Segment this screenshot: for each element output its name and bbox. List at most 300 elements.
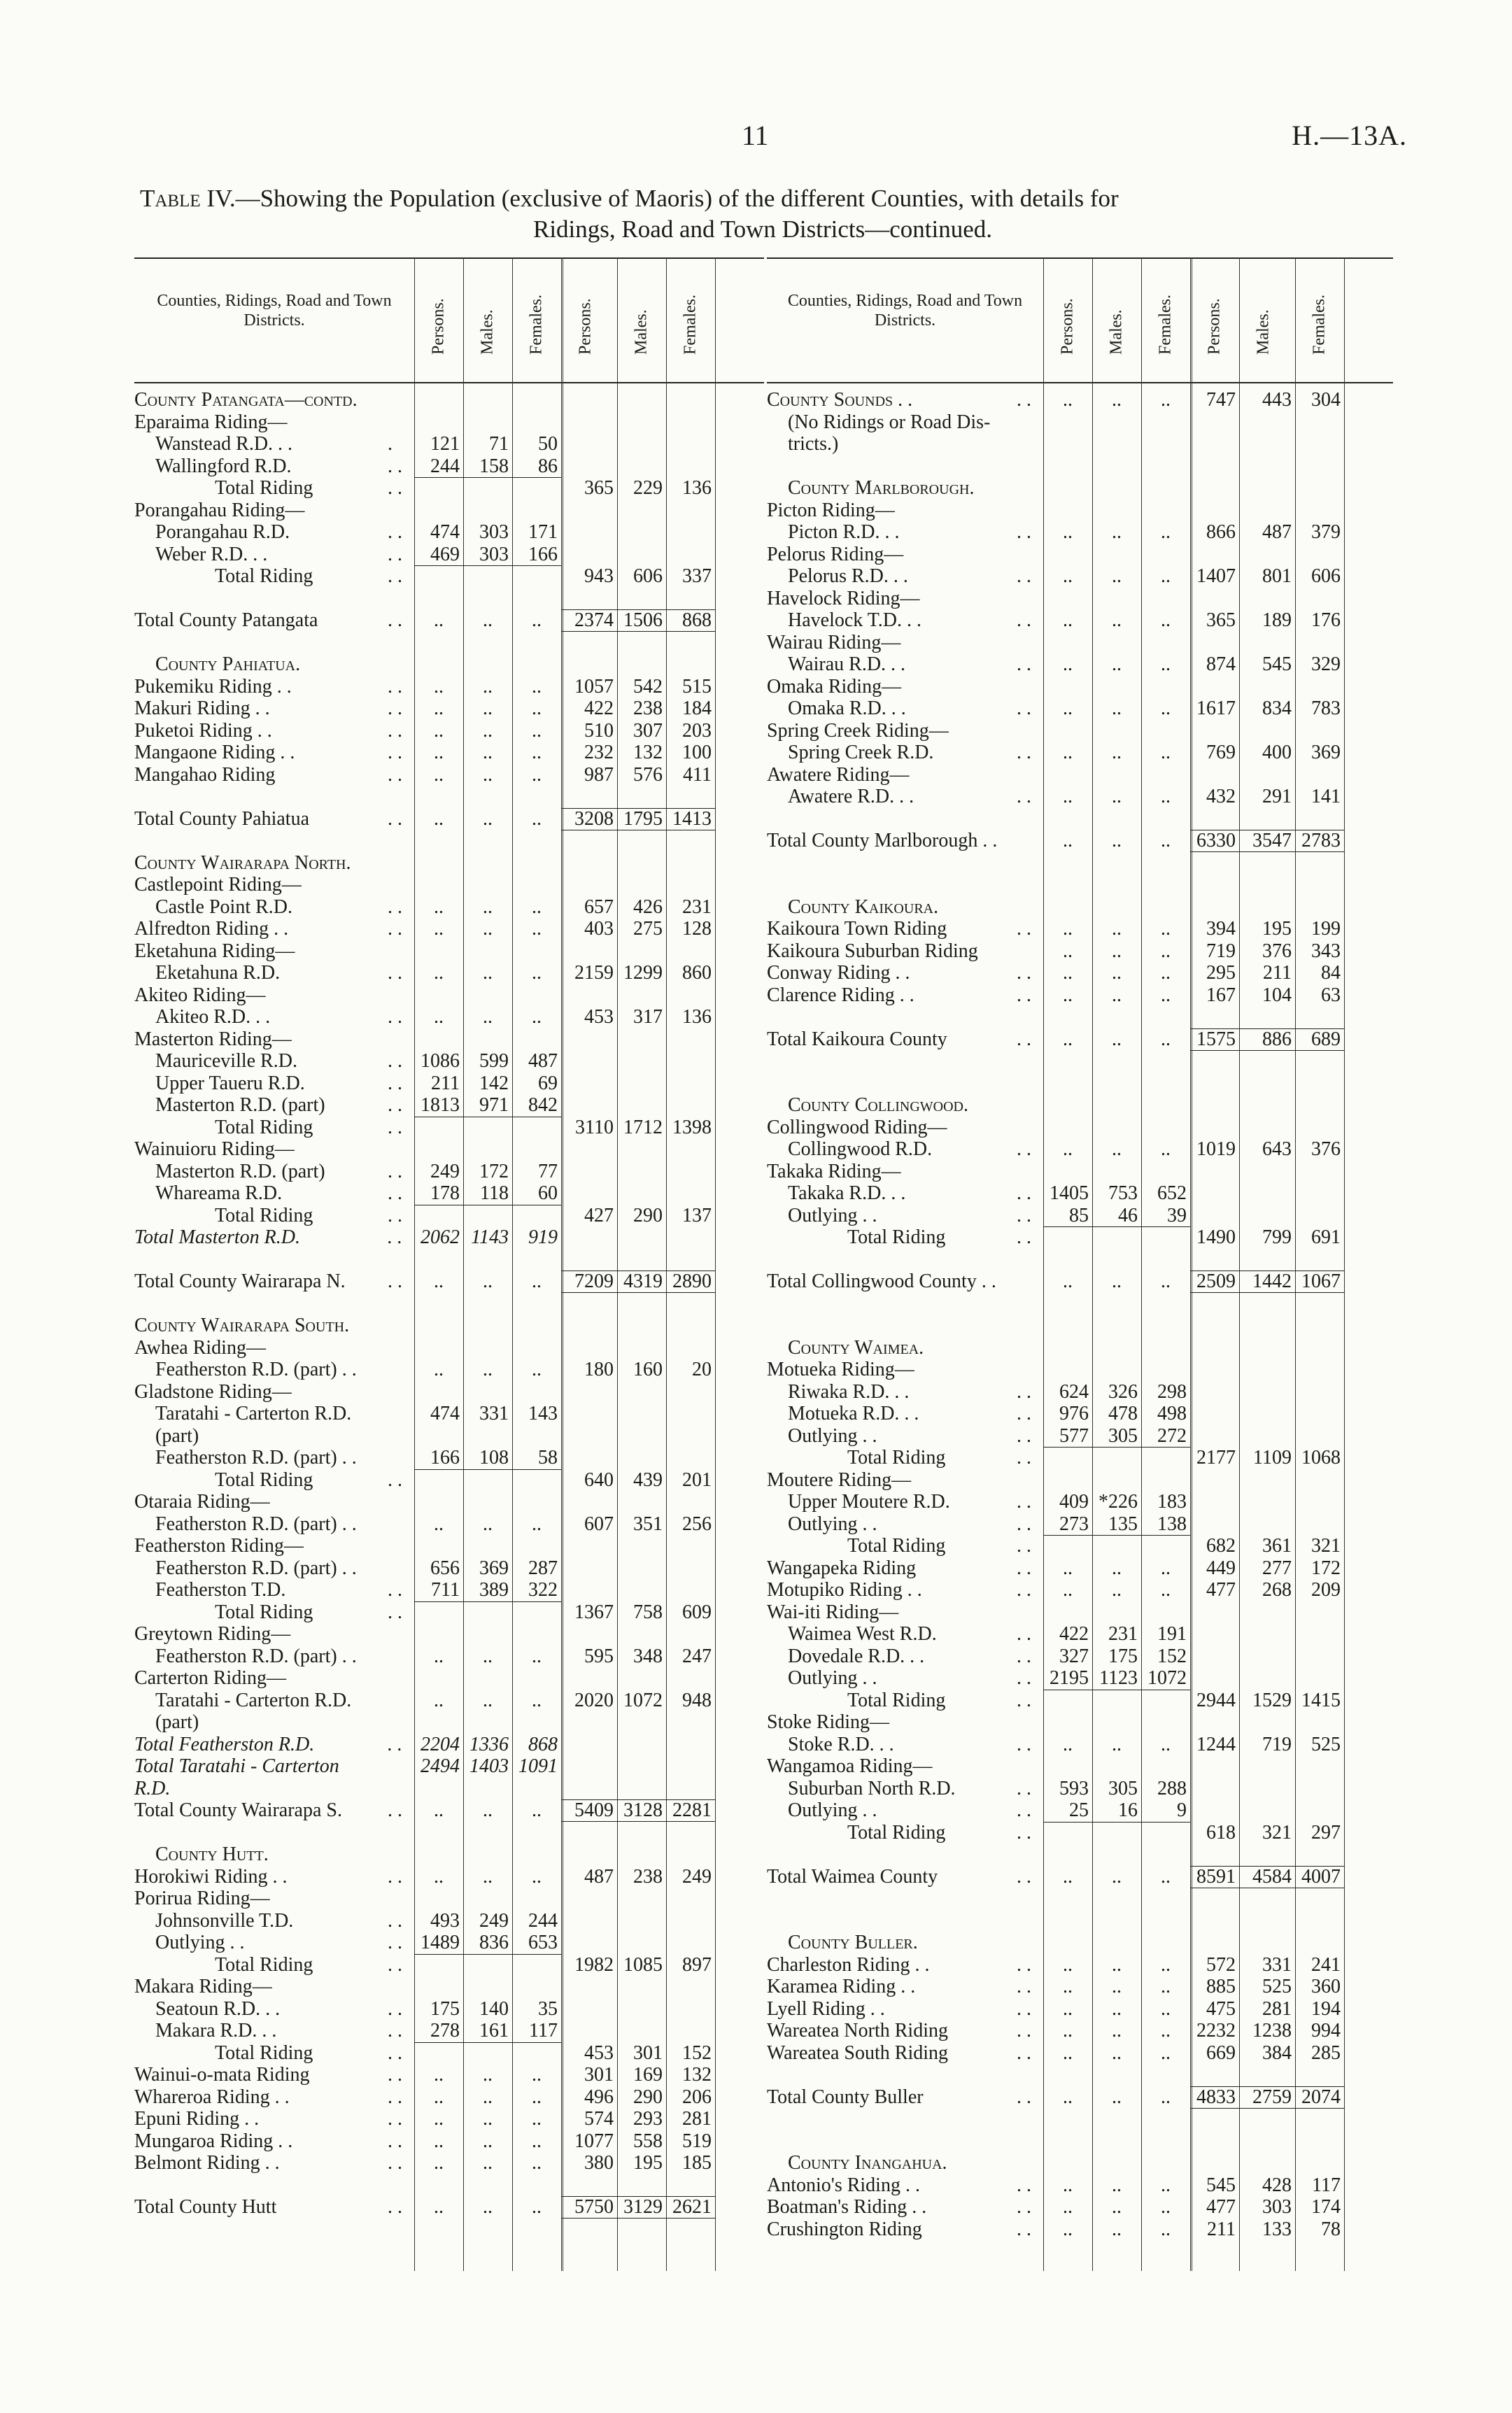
subtotal-rule xyxy=(1043,1822,1190,1823)
males-total-cell: 801 xyxy=(1262,565,1292,587)
females-total-cell: 369 xyxy=(1311,742,1341,763)
row-leader-dots: . . xyxy=(1017,653,1031,675)
row-leader-dots: . . xyxy=(388,2042,402,2064)
persons-subtotal-cell: .. xyxy=(1063,984,1073,1006)
persons-subtotal-cell: .. xyxy=(1063,2218,1073,2240)
table-row xyxy=(134,433,764,455)
males-total-cell: 301 xyxy=(633,2042,663,2064)
row-leader-dots: . . xyxy=(1017,1182,1031,1204)
county-heading-row xyxy=(134,852,764,875)
males-subtotal-cell: 753 xyxy=(1108,1182,1138,1204)
table-row xyxy=(134,918,764,940)
persons-subtotal-cell: 711 xyxy=(431,1579,460,1601)
persons-total-cell: 607 xyxy=(584,1513,614,1535)
table-row xyxy=(134,1711,764,1734)
females-subtotal-cell: .. xyxy=(532,1799,542,1821)
row-label: (part) xyxy=(155,1711,199,1733)
males-total-header xyxy=(1239,257,1288,381)
females-total-cell: 20 xyxy=(692,1359,712,1380)
row-label: Total Riding xyxy=(215,1953,313,1976)
males-subtotal-cell: .. xyxy=(483,2064,493,2086)
row-label: Akiteo Riding— xyxy=(134,984,266,1006)
persons-subtotal-cell: 1086 xyxy=(421,1050,460,1072)
table-row xyxy=(134,896,764,919)
males-total-cell: 195 xyxy=(1262,918,1292,940)
persons-subtotal-header-label: Persons. xyxy=(1058,298,1077,355)
table-row xyxy=(767,742,1393,764)
females-total-cell: 247 xyxy=(682,1645,712,1667)
persons-subtotal-cell: .. xyxy=(1063,1579,1073,1601)
row-label: Pukemiku Riding . . xyxy=(134,675,292,698)
males-total-cell: 293 xyxy=(633,2108,663,2130)
females-subtotal-cell: .. xyxy=(1161,1271,1171,1292)
males-subtotal-cell: .. xyxy=(1112,1953,1122,1976)
row-label: Total Riding xyxy=(847,1447,946,1469)
table-row xyxy=(134,1182,764,1205)
table-title-line2: Ridings, Road and Town Districts—continued. xyxy=(532,215,993,243)
persons-subtotal-cell: 2062 xyxy=(421,1226,460,1248)
males-subtotal-cell: .. xyxy=(1112,521,1122,543)
name-column-header: Counties, Ridings, Road and Town Districts. xyxy=(787,292,1023,330)
row-label: Total Collingwood County . . xyxy=(767,1271,996,1292)
females-subtotal-cell: .. xyxy=(1161,2196,1171,2218)
row-label: County Wairarapa South. xyxy=(134,1315,350,1336)
spacer-row xyxy=(767,455,1393,478)
row-leader-dots: . . xyxy=(388,896,402,918)
males-total-cell: 169 xyxy=(633,2064,663,2086)
row-label: Mungaroa Riding . . xyxy=(134,2130,293,2152)
males-subtotal-header xyxy=(463,257,512,381)
females-total-cell: 132 xyxy=(682,2064,712,2086)
row-label: Porangahau R.D. xyxy=(155,521,290,543)
persons-subtotal-cell: 121 xyxy=(430,433,460,455)
row-leader-dots: . . xyxy=(388,1997,402,2020)
spacer-row xyxy=(134,1293,764,1315)
row-leader-dots: . . xyxy=(1017,962,1031,984)
row-label: Akiteo R.D. . . xyxy=(155,1006,271,1028)
males-total-cell: 132 xyxy=(633,742,663,763)
persons-subtotal-cell: 1405 xyxy=(1050,1182,1089,1204)
persons-subtotal-cell: 2204 xyxy=(421,1733,460,1755)
persons-subtotal-cell: .. xyxy=(1063,1028,1073,1050)
males-total-cell: 189 xyxy=(1262,609,1292,631)
left-rows xyxy=(134,389,764,2219)
row-label: County Buller. xyxy=(788,1932,918,1953)
males-total-cell: 281 xyxy=(1262,1997,1292,2020)
females-subtotal-cell: .. xyxy=(532,1271,542,1292)
row-label: Karamea Riding . . xyxy=(767,1976,916,1997)
table-row xyxy=(134,1359,764,1381)
table-row xyxy=(134,1535,764,1557)
row-label: Suburban North R.D. xyxy=(788,1777,956,1799)
row-label: Makara R.D. . . xyxy=(155,2020,277,2042)
county-heading-row xyxy=(767,1932,1393,1954)
subtotal-rule xyxy=(1043,1535,1190,1536)
persons-total-cell: 595 xyxy=(584,1645,614,1667)
county-heading-row xyxy=(767,477,1393,500)
row-label: Eketahuna R.D. xyxy=(155,962,281,984)
subtotal-rule xyxy=(1190,1866,1344,1867)
persons-total-cell: 394 xyxy=(1206,918,1236,940)
persons-total-cell: 427 xyxy=(584,1204,614,1226)
persons-total-cell: 475 xyxy=(1206,1997,1236,2020)
males-total-header xyxy=(617,257,666,381)
row-leader-dots: . . xyxy=(1017,1997,1031,2020)
row-label: Featherston Riding— xyxy=(134,1535,304,1557)
persons-subtotal-cell: .. xyxy=(434,742,444,763)
females-subtotal-cell: .. xyxy=(1161,1579,1171,1601)
row-label: Havelock Riding— xyxy=(767,587,920,609)
table-row xyxy=(134,2042,764,2065)
females-subtotal-cell: .. xyxy=(532,896,542,918)
table-row xyxy=(767,1117,1393,1139)
table-row xyxy=(767,786,1393,808)
females-total-cell: 201 xyxy=(682,1469,712,1491)
females-subtotal-cell: 288 xyxy=(1157,1777,1187,1799)
row-leader-dots: . . xyxy=(1017,609,1031,631)
males-total-cell: 268 xyxy=(1262,1579,1292,1601)
row-label: tricts.) xyxy=(788,433,839,455)
females-subtotal-cell: 652 xyxy=(1157,1182,1187,1204)
females-subtotal-cell: 919 xyxy=(528,1226,558,1248)
males-subtotal-cell: .. xyxy=(1112,1579,1122,1601)
females-subtotal-cell: .. xyxy=(1161,2218,1171,2240)
name-column-header: Counties, Ridings, Road and Town Districts. xyxy=(157,292,392,330)
table-row xyxy=(767,1381,1393,1403)
row-leader-dots: . . xyxy=(388,807,402,830)
females-subtotal-cell: 1091 xyxy=(518,1755,558,1777)
males-total-cell: 606 xyxy=(633,565,663,587)
subtotal-rule xyxy=(414,1601,561,1602)
females-subtotal-cell: 272 xyxy=(1157,1424,1187,1447)
table-row xyxy=(134,1403,764,1425)
row-leader-dots: . . xyxy=(388,455,402,477)
row-leader-dots: . . xyxy=(388,1050,402,1072)
males-total-cell: 643 xyxy=(1262,1138,1292,1160)
table-row xyxy=(767,1778,1393,1800)
row-label: Pelorus R.D. . . xyxy=(788,565,908,587)
table-row xyxy=(767,2196,1393,2219)
table-row xyxy=(134,1690,764,1712)
females-total-cell: 172 xyxy=(1311,1557,1341,1579)
persons-total-cell: 669 xyxy=(1206,2042,1236,2064)
spacer-row xyxy=(134,588,764,610)
table-row xyxy=(134,1646,764,1668)
row-leader-dots: . . xyxy=(388,1601,402,1623)
row-leader-dots: . . xyxy=(388,2196,402,2218)
row-label: Antonio's Riding . . xyxy=(767,2174,920,2196)
table-row xyxy=(767,521,1393,544)
row-leader-dots: . . xyxy=(388,1182,402,1204)
row-label: County Hutt. xyxy=(155,1844,269,1865)
males-subtotal-header-label: Males. xyxy=(478,309,497,355)
row-leader-dots: . . xyxy=(388,763,402,786)
males-subtotal-cell: .. xyxy=(1112,830,1122,851)
row-leader-dots: . . xyxy=(1017,1953,1031,1976)
row-label: County Waimea. xyxy=(788,1336,924,1359)
females-total-cell: 184 xyxy=(682,698,712,719)
males-total-cell: 321 xyxy=(1262,1821,1292,1844)
females-subtotal-cell: .. xyxy=(1161,1557,1171,1579)
row-leader-dots: . . xyxy=(388,543,402,565)
table-row xyxy=(767,1866,1393,1888)
males-total-cell: 3128 xyxy=(623,1799,663,1821)
persons-total-cell: 572 xyxy=(1206,1953,1236,1976)
table-row xyxy=(767,2174,1393,2197)
table-row xyxy=(134,1866,764,1888)
females-total-cell: 1413 xyxy=(672,807,712,830)
males-subtotal-cell: 478 xyxy=(1108,1403,1138,1424)
row-leader-dots: . . xyxy=(388,1469,402,1491)
document-code: H.—13A. xyxy=(1292,120,1407,151)
persons-subtotal-cell: 278 xyxy=(430,2020,460,2042)
table-row xyxy=(134,1888,764,1910)
row-label: Wareatea South Riding xyxy=(767,2042,949,2064)
males-subtotal-cell: .. xyxy=(483,1006,493,1028)
persons-subtotal-header xyxy=(1043,257,1092,381)
males-total-cell: 545 xyxy=(1262,653,1292,675)
males-subtotal-cell: 249 xyxy=(479,1909,509,1932)
females-total-cell: 176 xyxy=(1311,609,1341,631)
row-label: Riwaka R.D. . . xyxy=(788,1380,910,1403)
males-total-cell: 1506 xyxy=(623,609,663,631)
males-total-cell: 351 xyxy=(633,1513,663,1535)
persons-total-cell: 496 xyxy=(584,2086,614,2108)
females-subtotal-cell: .. xyxy=(532,2108,542,2130)
persons-subtotal-cell: .. xyxy=(1063,940,1073,962)
males-subtotal-cell: .. xyxy=(1112,1997,1122,2020)
females-total-cell: 329 xyxy=(1311,653,1341,675)
row-label: Conway Riding . . xyxy=(767,962,910,984)
table-row xyxy=(134,1205,764,1227)
females-subtotal-cell: .. xyxy=(532,609,542,631)
females-subtotal-cell: 69 xyxy=(538,1072,558,1094)
row-label: Weber R.D. . . xyxy=(155,543,268,565)
row-label: Total County Buller xyxy=(767,2086,924,2108)
males-subtotal-cell: .. xyxy=(1112,1271,1122,1292)
row-label: Total Riding xyxy=(847,1535,946,1557)
spacer-row xyxy=(767,1910,1393,1932)
table-row xyxy=(134,1755,764,1778)
males-subtotal-cell: .. xyxy=(1112,742,1122,763)
males-subtotal-cell: .. xyxy=(483,896,493,918)
males-subtotal-cell: 369 xyxy=(479,1557,509,1579)
row-label: Featherston R.D. (part) . . xyxy=(155,1513,357,1535)
females-total-cell: 948 xyxy=(682,1689,712,1711)
females-subtotal-cell: .. xyxy=(532,719,542,742)
row-label: Mauriceville R.D. xyxy=(155,1050,297,1072)
row-leader-dots: . . xyxy=(1017,2196,1031,2218)
row-label: Wanstead R.D. . . xyxy=(155,433,293,455)
females-total-cell: 897 xyxy=(682,1953,712,1976)
table-row xyxy=(134,1513,764,1536)
males-subtotal-cell: 389 xyxy=(479,1579,509,1601)
females-total-cell: 360 xyxy=(1311,1976,1341,1997)
row-leader-dots: . . xyxy=(1017,1226,1031,1248)
row-leader-dots: . . xyxy=(1017,1865,1031,1888)
persons-subtotal-cell: 2494 xyxy=(421,1755,460,1777)
males-subtotal-cell: .. xyxy=(483,763,493,786)
females-total-cell: 256 xyxy=(682,1513,712,1535)
persons-total-cell: 232 xyxy=(584,742,614,763)
males-subtotal-cell: 161 xyxy=(479,2020,509,2042)
table-row xyxy=(134,742,764,764)
males-subtotal-cell: 46 xyxy=(1118,1204,1138,1226)
table-row xyxy=(134,1161,764,1183)
county-heading-row xyxy=(134,1844,764,1866)
females-total-cell: 152 xyxy=(682,2042,712,2064)
total-rule xyxy=(561,2218,715,2219)
females-subtotal-cell: 287 xyxy=(528,1557,558,1579)
persons-total-cell: 6330 xyxy=(1196,830,1236,851)
males-subtotal-cell: 326 xyxy=(1108,1380,1138,1403)
right-table xyxy=(767,257,1393,2271)
males-subtotal-cell: .. xyxy=(1112,786,1122,807)
persons-total-cell: 1407 xyxy=(1196,565,1236,587)
row-leader-dots: . . xyxy=(388,1271,402,1292)
males-subtotal-cell: 142 xyxy=(479,1072,509,1094)
table-row xyxy=(767,1425,1393,1448)
females-subtotal-header xyxy=(512,257,561,381)
table-row xyxy=(767,2020,1393,2042)
persons-total-cell: 453 xyxy=(584,2042,614,2064)
subtotal-rule xyxy=(1043,1447,1190,1448)
row-label: Featherston R.D. (part) . . xyxy=(155,1557,357,1579)
males-subtotal-cell: .. xyxy=(483,1799,493,1821)
persons-subtotal-cell: 2195 xyxy=(1050,1667,1089,1689)
persons-subtotal-cell: 25 xyxy=(1069,1799,1089,1821)
males-subtotal-cell: .. xyxy=(1112,698,1122,719)
table-row xyxy=(767,1469,1393,1492)
males-subtotal-cell: .. xyxy=(483,2086,493,2108)
row-label: Porirua Riding— xyxy=(134,1888,270,1909)
persons-subtotal-cell: 327 xyxy=(1059,1645,1089,1667)
persons-subtotal-cell: .. xyxy=(1063,2174,1073,2196)
persons-total-cell: 866 xyxy=(1206,521,1236,543)
persons-subtotal-cell: .. xyxy=(1063,962,1073,984)
subtotal-rule xyxy=(561,1799,715,1800)
table-row xyxy=(767,1954,1393,1976)
subtotal-rule xyxy=(1043,1226,1190,1227)
males-total-cell: 195 xyxy=(633,2152,663,2174)
males-subtotal-cell: 172 xyxy=(479,1160,509,1182)
females-total-cell: 128 xyxy=(682,918,712,940)
table-row xyxy=(134,874,764,896)
row-label: County Pahiatua. xyxy=(155,653,301,675)
table-row xyxy=(134,1073,764,1095)
females-subtotal-cell: .. xyxy=(1161,1733,1171,1755)
row-label: Wairau R.D. . . xyxy=(788,653,906,675)
persons-total-cell: 1617 xyxy=(1196,698,1236,719)
persons-subtotal-cell: .. xyxy=(1063,786,1073,807)
county-heading-row xyxy=(767,2152,1393,2174)
spacer-row xyxy=(767,1293,1393,1315)
row-label: County Sounds . . xyxy=(767,389,913,411)
table-row xyxy=(767,1579,1393,1601)
females-total-cell: 2890 xyxy=(672,1271,712,1292)
persons-subtotal-cell: .. xyxy=(434,1513,444,1535)
males-subtotal-cell: 16 xyxy=(1118,1799,1138,1821)
persons-subtotal-cell: .. xyxy=(434,807,444,830)
males-total-cell: 277 xyxy=(1262,1557,1292,1579)
persons-total-cell: 477 xyxy=(1206,2196,1236,2218)
row-label: Carterton Riding— xyxy=(134,1667,286,1689)
persons-subtotal-cell: .. xyxy=(1063,742,1073,763)
table-title-line1: —Showing the Population (exclusive of Maoris) of the different Counties, with details for xyxy=(235,185,1119,212)
females-subtotal-cell: .. xyxy=(1161,1997,1171,2020)
persons-subtotal-cell: 593 xyxy=(1059,1777,1089,1799)
females-total-cell: 515 xyxy=(682,675,712,698)
persons-total-cell: 167 xyxy=(1206,984,1236,1006)
females-subtotal-cell: 77 xyxy=(538,1160,558,1182)
persons-subtotal-cell: 577 xyxy=(1059,1424,1089,1447)
row-label: Kaikoura Town Riding xyxy=(767,918,947,940)
females-total-cell: 868 xyxy=(682,609,712,631)
row-leader-dots: . . xyxy=(1017,1579,1031,1601)
persons-subtotal-cell: .. xyxy=(1063,521,1073,543)
table-row xyxy=(767,1755,1393,1778)
table-row xyxy=(767,1711,1393,1734)
females-subtotal-cell: .. xyxy=(1161,1953,1171,1976)
males-subtotal-cell: .. xyxy=(1112,1028,1122,1050)
row-leader-dots: . . xyxy=(1017,1380,1031,1403)
row-label: Greytown Riding— xyxy=(134,1623,291,1645)
males-subtotal-cell: .. xyxy=(1112,2086,1122,2108)
males-subtotal-cell: .. xyxy=(483,1865,493,1888)
table-row xyxy=(767,500,1393,522)
persons-total-cell: 449 xyxy=(1206,1557,1236,1579)
persons-total-cell: 211 xyxy=(1207,2218,1236,2240)
table-row xyxy=(134,1271,764,1293)
persons-subtotal-cell: .. xyxy=(434,719,444,742)
persons-subtotal-cell: .. xyxy=(1063,1976,1073,1997)
persons-subtotal-cell: 1489 xyxy=(421,1932,460,1953)
males-subtotal-cell: .. xyxy=(483,807,493,830)
persons-total-cell: 510 xyxy=(584,719,614,742)
row-leader-dots: . . xyxy=(388,2152,402,2174)
persons-total-cell: 365 xyxy=(1206,609,1236,631)
persons-total-cell: 747 xyxy=(1206,389,1236,411)
females-subtotal-cell: .. xyxy=(532,675,542,698)
row-label: Motueka Riding— xyxy=(767,1359,914,1380)
row-label: Wallingford R.D. xyxy=(155,455,292,477)
table-row xyxy=(134,1734,764,1756)
males-subtotal-cell: .. xyxy=(1112,1557,1122,1579)
females-total-cell: 689 xyxy=(1311,1028,1341,1050)
persons-total-cell: 487 xyxy=(584,1865,614,1888)
subtotal-rule xyxy=(561,609,715,610)
row-label: Collingwood Riding— xyxy=(767,1116,947,1138)
row-label: Omaka Riding— xyxy=(767,675,902,698)
row-label: Castle Point R.D. xyxy=(155,896,293,918)
table-row xyxy=(134,2086,764,2109)
spacer-row xyxy=(767,1006,1393,1028)
females-total-cell: 194 xyxy=(1311,1997,1341,2020)
row-leader-dots: . . xyxy=(1017,698,1031,719)
males-total-cell: 834 xyxy=(1262,698,1292,719)
persons-total-cell: 2232 xyxy=(1196,2020,1236,2042)
spacer-row xyxy=(767,808,1393,830)
spacer-row xyxy=(767,1050,1393,1073)
table-row xyxy=(134,1778,764,1800)
row-label: Epuni Riding . . xyxy=(134,2108,260,2130)
males-total-cell: 1442 xyxy=(1252,1271,1292,1292)
males-subtotal-cell: 135 xyxy=(1108,1513,1138,1535)
county-heading-row xyxy=(767,1094,1393,1117)
table-row xyxy=(134,1425,764,1448)
males-total-cell: 426 xyxy=(633,896,663,918)
row-leader-dots: . . xyxy=(388,1799,402,1821)
